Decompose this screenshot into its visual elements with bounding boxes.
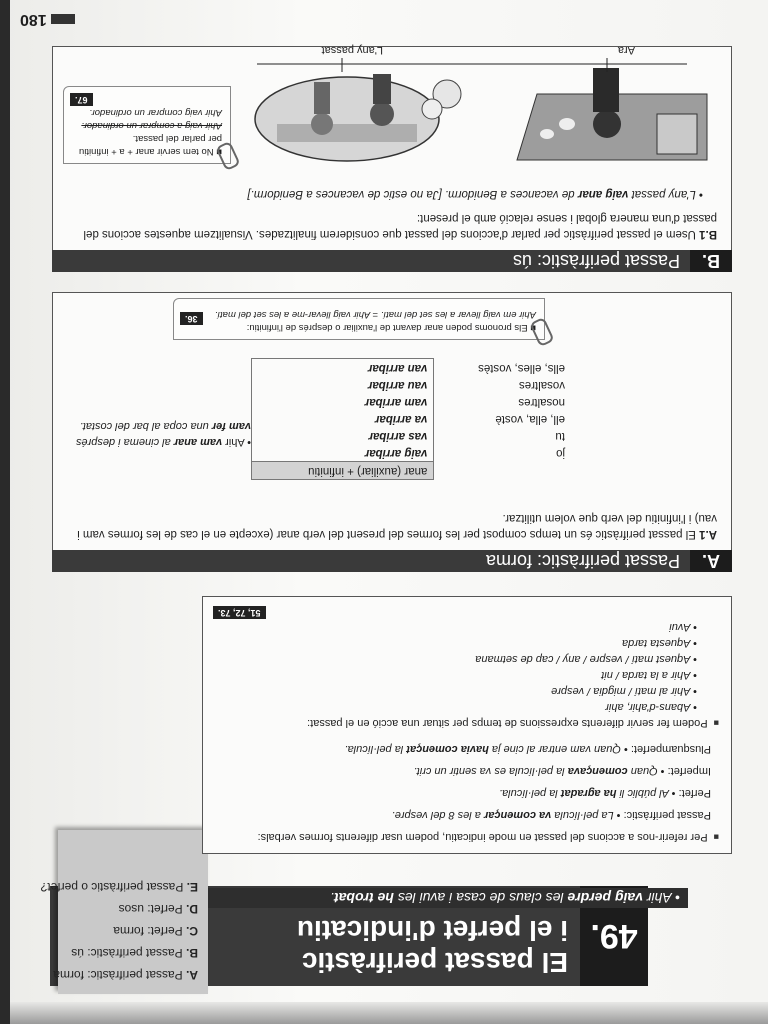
example-verb: he trobat [334, 890, 394, 906]
table-row: ell, ella, vostè va arribar [252, 410, 572, 427]
table-header: anar (auxiliar) + infinitiu [252, 462, 434, 480]
page-number-bar [51, 14, 75, 24]
section-b-example: • L'any passat vaig anar de vacances a Benidorm. [Ja no estic de vacances a Benidorm.] [247, 188, 703, 200]
table-row: tu vas arribar [252, 427, 572, 444]
illustration [247, 54, 717, 164]
intro-box [202, 596, 732, 854]
section-a-example: • Ahir vam anar al cinema i després vam fer una copa al bar del costat. [75, 420, 251, 448]
form-row: Imperfet: • Quan començava la pel·lícula es va sentir un crit. [413, 765, 711, 777]
cross-reference[interactable]: 36. [180, 312, 203, 325]
unit-title-line2: i el perfet d'indicatiu [296, 915, 568, 946]
example-verb: vaig perdre [567, 890, 643, 906]
illustration-past [255, 74, 461, 161]
page-number: 180 [20, 10, 75, 28]
paperclip-icon [529, 317, 554, 347]
section-b-box [52, 46, 732, 250]
unit-title-line1: El passat perifràstic [301, 947, 568, 978]
table-row: jo vaig arribar [252, 444, 572, 462]
expr-item: • Ahir a la tarda / nit [601, 669, 697, 681]
table-row: ells, elles, vostès van arribar [252, 359, 572, 377]
timeline-label-past: L'any passat [321, 44, 383, 56]
table-of-contents [40, 830, 208, 994]
page-top-shadow [0, 1002, 768, 1024]
toc-item[interactable]: E. Passat perifràstic o perfet? [40, 880, 198, 894]
toc-item[interactable]: C. Perfet: forma [113, 924, 198, 938]
section-a-box [52, 292, 732, 550]
unit-example: • Ahir vaig perdre les claus de casa i avui les he trobat. [188, 888, 688, 908]
expr-item: • Aquest matí / vespre / any / cap de setmana [475, 653, 697, 665]
paperclip-icon [215, 141, 240, 171]
expr-lead: ■ Podem fer servir diferents expressions de temps per situar una acció en el passat: [215, 715, 719, 731]
cross-reference[interactable]: 67. [70, 93, 93, 106]
table-row: nosaltres vam arribar [252, 393, 572, 410]
intro-lead: ■ Per referir-nos a accions del passat en mode indicatiu, podem usar diferents formes verbals: [215, 829, 719, 845]
expr-item: • Abans-d'ahir, ahir [605, 701, 697, 713]
expr-item: • Aquesta tarda [622, 637, 697, 649]
unit-title [248, 914, 568, 978]
illustration-present [517, 68, 707, 160]
form-row: Passat perifràstic: • La pel·lícula va començar a les 8 del vespre. [391, 809, 711, 821]
section-b-text: B.1 Usem el passat perifràstic per parlar d'accions del passat que considerem finalitzades. Visualitzem aquestes accions del passat d'una manera global i sense relació amb el present: [83, 212, 717, 240]
section-b-header: B.Passat perifràstic: ús [52, 250, 732, 272]
toc-item[interactable]: D. Perfet: usos [118, 902, 198, 916]
conjugation-table [251, 358, 571, 480]
cross-reference[interactable]: 51, 72, 73. [213, 605, 266, 621]
expr-item: • Avui [669, 621, 697, 633]
section-a-header: A.Passat perifràstic: forma [52, 550, 732, 572]
timeline-label-now: Ara [617, 44, 635, 56]
expr-item: • Ahir al matí / migdia / vespre [551, 685, 697, 697]
section-a-text: A.1 El passat perifràstic és un temps compost per les formes del present del verb anar (excepte en el cas de les formes vam i vau) i l'infinitiu del verb que volem utilitzar. [77, 512, 717, 540]
unit-number: 49. [580, 886, 648, 986]
toc-item[interactable]: A. Passat perifràstic: forma [53, 968, 198, 982]
toc-item[interactable]: B. Passat perifràstic: ús [71, 946, 198, 960]
section-b-note: ■ No tem servir anar + a + infinitiu per parlar del passat. Ahir vaig a comprar un ordinador. Ahir vaig comprar un ordinador. 67. [63, 86, 231, 164]
table-row: vosaltres vau arribar [252, 376, 572, 393]
section-a-note: ■ Els pronoms poden anar davant de l'auxiliar o després de l'infinitiu: Ahir em vaig llevar a les set del matí. = Ahir vaig llevar-me a les set del matí. 36. [173, 298, 545, 340]
form-row: Perfet: • Al públic li ha agradat la pel·lícula. [499, 787, 711, 799]
page-edge [0, 0, 10, 1024]
form-row: Plusquamperfet: • Quan vam entrar al cine ja havia començat la pel·lícula. [344, 743, 711, 755]
